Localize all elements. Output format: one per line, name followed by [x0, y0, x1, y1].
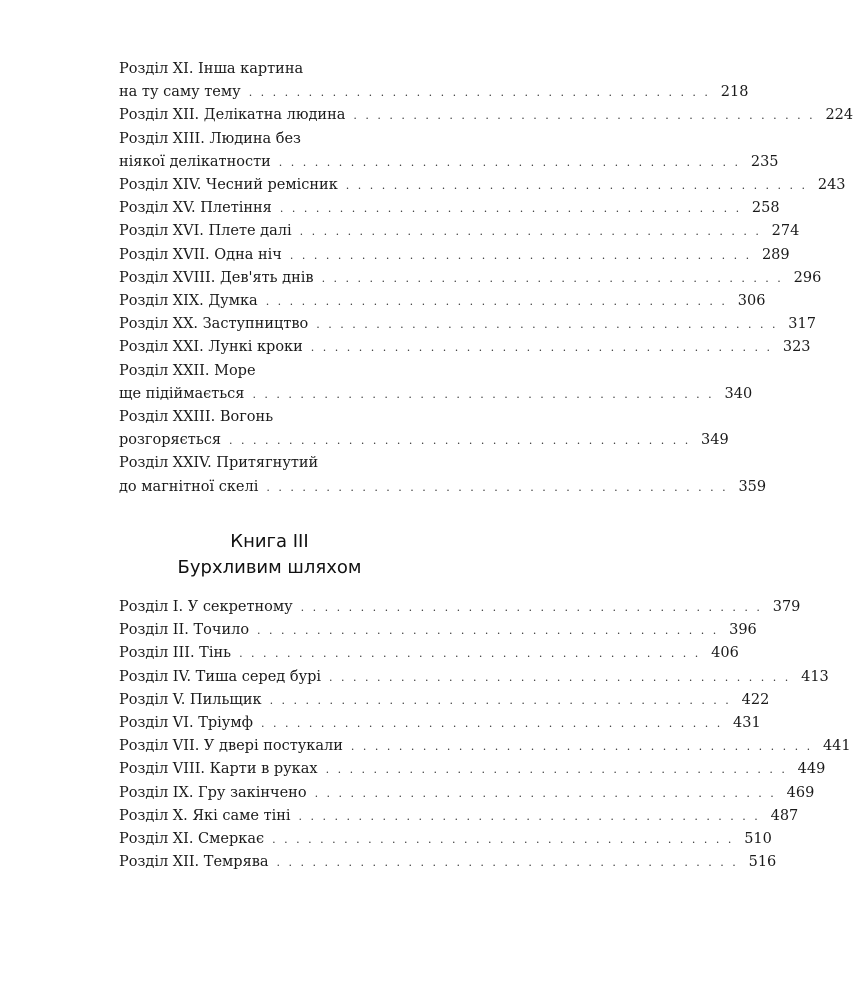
toc-entry: [119, 689, 770, 712]
toc-entry-title: Розділ IV. Тиша серед бурі: [119, 668, 322, 685]
toc-entry-title: Розділ XXII. Море: [119, 362, 256, 379]
toc-entry-line: [119, 197, 780, 220]
toc-entry-line: [119, 758, 826, 781]
toc-entry-line: [119, 429, 729, 452]
dot-leader: . . . . . . . . . . . . . . . . . . . . . . . . . . . . . . . . . . . . . . .: [266, 480, 729, 494]
dot-leader: . . . . . . . . . . . . . . . . . . . . . . . . . . . . . . . . . . . . . . .: [257, 624, 719, 638]
toc-entry-title: до магнітної скелі: [119, 478, 259, 495]
dot-leader: . . . . . . . . . . . . . . . . . . . . . . . . . . . . . . . . . . . . . . .: [300, 601, 763, 614]
toc-entry-line: [119, 406, 446, 429]
toc-page-number: 422: [741, 691, 770, 708]
toc-entry-line: [119, 596, 801, 619]
toc-entry-line: [119, 174, 846, 197]
toc-entry-line: [119, 689, 770, 712]
dot-leader: . . . . . . . . . . . . . . . . . . . . . . . . . . . . . . . . . . . . . . .: [269, 693, 732, 707]
toc-entry-line: [119, 58, 446, 81]
toc-entry-title: Розділ III. Тінь: [119, 645, 232, 662]
toc-entry-title: Розділ XVI. Плете далі: [119, 223, 292, 240]
toc-entry-title: Розділ II. Точило: [119, 622, 250, 639]
toc-entry-title: Розділ XXIII. Вогонь: [119, 409, 274, 426]
toc-entry: [119, 735, 851, 758]
toc-page-number: 296: [793, 269, 822, 286]
toc-page-number: 413: [801, 668, 829, 685]
dot-leader: . . . . . . . . . . . . . . . . . . . . . . . . . . . . . . . . . . . . . . .: [329, 670, 791, 684]
toc-entry: [119, 336, 811, 359]
toc-entry-line: [119, 151, 779, 174]
toc-page-number: 235: [750, 153, 779, 170]
dot-leader: . . . . . . . . . . . . . . . . . . . . . . . . . . . . . . . . . . . . . . .: [252, 387, 715, 401]
toc-entry: [119, 851, 777, 874]
toc-entry: [119, 642, 739, 665]
toc-entry-line: [119, 851, 777, 874]
toc-page-number: 449: [797, 761, 826, 778]
toc-entry-title: Розділ VIII. Карти в руках: [119, 761, 318, 778]
toc-entry-title: Розділ XIX. Думка: [119, 293, 258, 310]
toc-entry-title: Розділ VI. Тріумф: [119, 715, 253, 732]
toc-page-number: 359: [738, 478, 767, 495]
toc-entry-title: Розділ XII. Темрява: [119, 854, 269, 871]
dot-leader: . . . . . . . . . . . . . . . . . . . . . . . . . . . . . . . . . . . . . . .: [260, 717, 723, 731]
toc-entry-line: [119, 712, 761, 735]
dot-leader: . . . . . . . . . . . . . . . . . . . . . . . . . . . . . . . . . . . . . . .: [325, 763, 788, 777]
toc-page-number: 243: [817, 177, 846, 194]
toc-page-number: 317: [788, 316, 816, 333]
dot-leader: . . . . . . . . . . . . . . . . . . . . . . . . . . . . . . . . . . . . . . .: [228, 434, 691, 448]
toc-entry-title: Розділ X. Які саме тіні: [119, 807, 291, 824]
toc-entry-line: [119, 313, 816, 336]
toc-entry-line: [119, 619, 757, 642]
toc-entry-title: Розділ XV. Плетіння: [119, 200, 272, 217]
toc-entry: [119, 313, 816, 336]
toc-page-number: 258: [751, 200, 780, 217]
toc-entry-title: Розділ IX. Гру закінчено: [119, 784, 307, 801]
toc-entry-title: Розділ XIII. Людина без: [119, 130, 301, 147]
toc-entry: [119, 174, 846, 197]
book-heading-title: Бурхливим шляхом: [177, 557, 362, 578]
dot-leader: . . . . . . . . . . . . . . . . . . . . . . . . . . . . . . . . . . . . . . .: [314, 786, 777, 800]
toc-entry: [119, 128, 779, 174]
toc-entry-line: [119, 128, 446, 151]
toc-page-number: 396: [729, 622, 757, 639]
toc-entry-line: [119, 360, 446, 383]
toc-entry: [119, 452, 767, 498]
toc-page-number: 441: [822, 738, 851, 755]
toc-entry: [119, 619, 757, 642]
toc-entry: [119, 666, 829, 689]
dot-leader: . . . . . . . . . . . . . . . . . . . . . . . . . . . . . . . . . . . . . . .: [316, 318, 778, 332]
toc-entry-line: [119, 104, 853, 127]
toc-entry-line: [119, 267, 822, 290]
toc-entry-line: [119, 81, 749, 104]
toc-page-number: 224: [825, 107, 853, 124]
toc-entry: [119, 290, 766, 313]
dot-leader: . . . . . . . . . . . . . . . . . . . . . . . . . . . . . . . . . . . . . . .: [298, 809, 761, 823]
toc-entry: [119, 758, 826, 781]
toc-entry: [119, 104, 853, 127]
toc-entry: [119, 782, 815, 805]
toc-entry: [119, 244, 790, 267]
toc-entry-line: [119, 666, 829, 689]
book-heading-label: Книга III: [230, 531, 309, 552]
toc-entry-title: ще підіймається: [119, 385, 245, 402]
dot-leader: . . . . . . . . . . . . . . . . . . . . . . . . . . . . . . . . . . . . . . .: [278, 155, 741, 169]
toc-page-number: 431: [733, 715, 761, 732]
toc-entry-title: Розділ XI. Інша картина: [119, 61, 304, 77]
dot-leader: . . . . . . . . . . . . . . . . . . . . . . . . . . . . . . . . . . . . . . .: [265, 295, 728, 309]
toc-entry-title: Розділ XII. Делікатна людина: [119, 107, 346, 124]
dot-leader: . . . . . . . . . . . . . . . . . . . . . . . . . . . . . . . . . . . . . . .: [272, 833, 734, 847]
toc-entry-line: [119, 336, 811, 359]
toc-entry-title: на ту саму тему: [119, 84, 241, 101]
toc-entry-line: [119, 220, 800, 243]
toc-entry-title: Розділ XVII. Одна ніч: [119, 246, 282, 263]
toc-page-number: 340: [724, 385, 753, 402]
toc-page-number: 323: [782, 339, 811, 356]
toc-entry: [119, 712, 761, 735]
toc-page-number: 289: [761, 246, 790, 263]
dot-leader: . . . . . . . . . . . . . . . . . . . . . . . . . . . . . . . . . . . . . . .: [350, 740, 813, 754]
toc-page-number: 306: [737, 293, 766, 310]
toc-entry-title: розгоряється: [119, 432, 221, 449]
toc-entry: [119, 58, 749, 104]
toc-entry-line: [119, 244, 790, 267]
toc-entry-line: [119, 828, 772, 851]
dot-leader: . . . . . . . . . . . . . . . . . . . . . . . . . . . . . . . . . . . . . . .: [299, 225, 762, 239]
toc-page-number: 510: [744, 831, 772, 848]
toc-page-number: 406: [711, 645, 739, 662]
toc-entry-line: [119, 805, 799, 828]
toc-entry: [119, 805, 799, 828]
toc-entry-title: Розділ XI. Смеркає: [119, 831, 265, 848]
toc-entry-title: Розділ VII. У двері постукали: [119, 738, 343, 755]
dot-leader: . . . . . . . . . . . . . . . . . . . . . . . . . . . . . . . . . . . . . . .: [321, 271, 784, 285]
toc-entry-line: [119, 476, 767, 499]
toc-entry-title: Розділ XXIV. Притягнутий: [119, 455, 319, 472]
dot-leader: . . . . . . . . . . . . . . . . . . . . . . . . . . . . . . . . . . . . . . .: [353, 109, 816, 123]
toc-entry-line: [119, 735, 851, 758]
toc-page-number: 487: [770, 807, 799, 824]
toc-entry: [119, 267, 822, 290]
toc-entry: [119, 220, 800, 243]
toc-entry: [119, 596, 801, 619]
toc-entry-title: Розділ XIV. Чесний ремісник: [119, 177, 338, 194]
toc-entry-title: Розділ XVIII. Дев'ять днів: [119, 269, 314, 286]
toc-entry-title: Розділ XXI. Лункі кроки: [119, 339, 303, 356]
dot-leader: . . . . . . . . . . . . . . . . . . . . . . . . . . . . . . . . . . . . . . .: [310, 341, 773, 355]
dot-leader: . . . . . . . . . . . . . . . . . . . . . . . . . . . . . . . . . . . . . . .: [345, 179, 808, 193]
toc-entry: [119, 828, 772, 851]
dot-leader: . . . . . . . . . . . . . . . . . . . . . . . . . . . . . . . . . . . . . . .: [248, 86, 711, 100]
toc-entry: [119, 360, 753, 406]
toc-entry-title: Розділ V. Пильщик: [119, 691, 262, 708]
toc-entry-line: [119, 782, 815, 805]
toc-entry-title: Розділ XX. Заступництво: [119, 316, 309, 333]
table-of-contents-book-3: [119, 596, 851, 874]
toc-page-number: 218: [720, 84, 749, 101]
dot-leader: . . . . . . . . . . . . . . . . . . . . . . . . . . . . . . . . . . . . . . .: [289, 248, 752, 262]
toc-page-number: 516: [748, 854, 777, 871]
toc-entry: [119, 406, 729, 452]
dot-leader: . . . . . . . . . . . . . . . . . . . . . . . . . . . . . . . . . . . . . . .: [279, 202, 742, 216]
toc-page-number: 349: [701, 432, 729, 449]
dot-leader: . . . . . . . . . . . . . . . . . . . . . . . . . . . . . . . . . . . . . . .: [239, 647, 701, 661]
table-of-contents-book-2: [119, 58, 853, 499]
dot-leader: . . . . . . . . . . . . . . . . . . . . . . . . . . . . . . . . . . . . . . .: [276, 856, 739, 870]
toc-entry-line: [119, 383, 753, 406]
toc-entry-line: [119, 642, 739, 665]
toc-entry-title: ніякої делікатности: [119, 153, 271, 170]
toc-entry: [119, 197, 780, 220]
toc-page-number: 379: [772, 599, 801, 615]
toc-entry-line: [119, 290, 766, 313]
toc-page-number: 274: [771, 223, 800, 240]
toc-entry-line: [119, 452, 446, 475]
toc-entry-title: Розділ I. У секретному: [119, 599, 293, 615]
toc-page-number: 469: [786, 784, 815, 801]
